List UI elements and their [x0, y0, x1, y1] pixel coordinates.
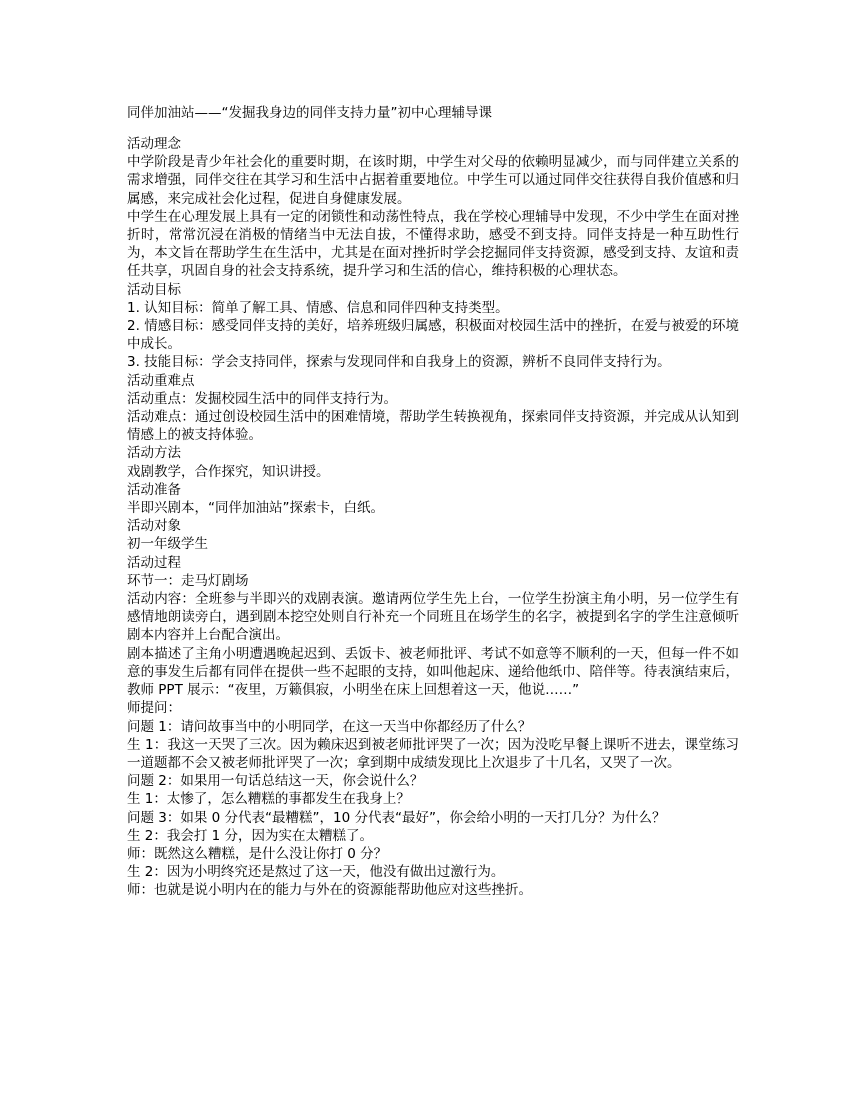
list-item: 3. 技能目标：学会支持同伴，探索与发现同伴和自我身上的资源，辨析不良同伴支持行为。 — [127, 354, 671, 371]
dialogue-line: 问题 3：如果 0 分代表“最糟糕”，10 分代表“最好”，你会给小明的一天打几分？为什么？ — [127, 809, 666, 826]
document-body — [127, 135, 739, 900]
body-paragraph: 活动内容：全班参与半即兴的戏剧表演。邀请两位学生先上台，一位学生扮演主角小明，另一位学生有感情地朗读旁白，遇到剧本挖空处则自行补充一个同班且在场学生的名字，被提到名字的学生注意倾听剧本内容并上台配合演出。 — [127, 591, 739, 644]
body-paragraph: 半即兴剧本，“同伴加油站”探索卡，白纸。 — [127, 500, 384, 517]
dialogue-line: 师提问： — [127, 700, 181, 717]
list-item: 1. 认知目标：简单了解工具、情感、信息和同伴四种支持类型。 — [127, 299, 509, 316]
dialogue-line: 问题 1：请问故事当中的小明同学，在这一天当中你都经历了什么？ — [127, 718, 532, 735]
subsection-heading: 环节一：走马灯剧场 — [127, 572, 249, 589]
dialogue-line: 师：也就是说小明内在的能力与外在的资源能帮助他应对这些挫折。 — [127, 882, 532, 899]
dialogue-line: 生 2：我会打 1 分，因为实在太糟糕了。 — [127, 827, 374, 844]
section-heading: 活动理念 — [127, 136, 181, 152]
body-paragraph: 活动重点：发掘校园生活中的同伴支持行为。 — [127, 390, 397, 407]
dialogue-line: 生 1：我这一天哭了三次。因为赖床迟到被老师批评哭了一次；因为没吃早餐上课听不进去，课堂练习一道题都不会又被老师批评哭了一次；拿到期中成绩发现比上次退步了十几名，又哭了一次。 — [127, 736, 739, 771]
body-paragraph: 初一年级学生 — [127, 536, 208, 553]
dialogue-line: 师：既然这么糟糕，是什么没让你打 0 分？ — [127, 845, 388, 862]
body-paragraph: 中学阶段是青少年社会化的重要时期，在该时期，中学生对父母的依赖明显减少，而与同伴建立关系的需求增强，同伴交往在其学习和生活中占据着重要地位。中学生可以通过同伴交往获得自我价值感和归属感，来完成社会化过程，促进自身健康发展。 — [127, 154, 739, 207]
section-heading: 活动目标 — [127, 281, 181, 298]
dialogue-line: 问题 2：如果用一句话总结这一天，你会说什么？ — [127, 773, 424, 790]
document-title: 同伴加油站——“发掘我身边的同伴支持力量”初中心理辅导课 — [127, 105, 492, 121]
body-paragraph: 剧本描述了主角小明遭遇晚起迟到、丢饭卡、被老师批评、考试不如意等不顺利的一天，但每一件不如意的事发生后都有同伴在提供一些不起眼的支持，如叫他起床、递给他纸巾、陪伴等。待表演结束后，教师 PPT 展示：“夜里，万籁俱寂，小明坐在床上回想着这一天，他说……” — [127, 645, 739, 699]
section-heading: 活动对象 — [127, 518, 181, 535]
dialogue-line: 生 1：太惨了，怎么糟糕的事都发生在我身上？ — [127, 791, 410, 808]
list-item: 2. 情感目标：感受同伴支持的美好，培养班级归属感，积极面对校园生活中的挫折，在爱与被爱的环境中成长。 — [127, 318, 739, 353]
section-heading: 活动准备 — [127, 481, 181, 498]
section-heading: 活动过程 — [127, 554, 181, 571]
body-paragraph: 活动难点：通过创设校园生活中的困难情境，帮助学生转换视角，探索同伴支持资源，并完成从认知到情感上的被支持体验。 — [127, 409, 739, 444]
body-paragraph: 中学生在心理发展上具有一定的闭锁性和动荡性特点，我在学校心理辅导中发现，不少中学生在面对挫折时，常常沉浸在消极的情绪当中无法自拔，不懂得求助，感受不到支持。同伴支持是一种互助性行为，本文旨在帮助学生在生活中，尤其是在面对挫折时学会挖掘同伴支持资源，感受到支持、友谊和责任共享，巩固自身的社会支持系统，提升学习和生活的信心，维持积极的心理状态。 — [127, 208, 739, 280]
body-paragraph: 戏剧教学，合作探究，知识讲授。 — [127, 463, 330, 480]
section-heading: 活动重难点 — [127, 372, 195, 389]
dialogue-line: 生 2：因为小明终究还是熬过了这一天，他没有做出过激行为。 — [127, 864, 505, 881]
section-heading: 活动方法 — [127, 445, 181, 462]
